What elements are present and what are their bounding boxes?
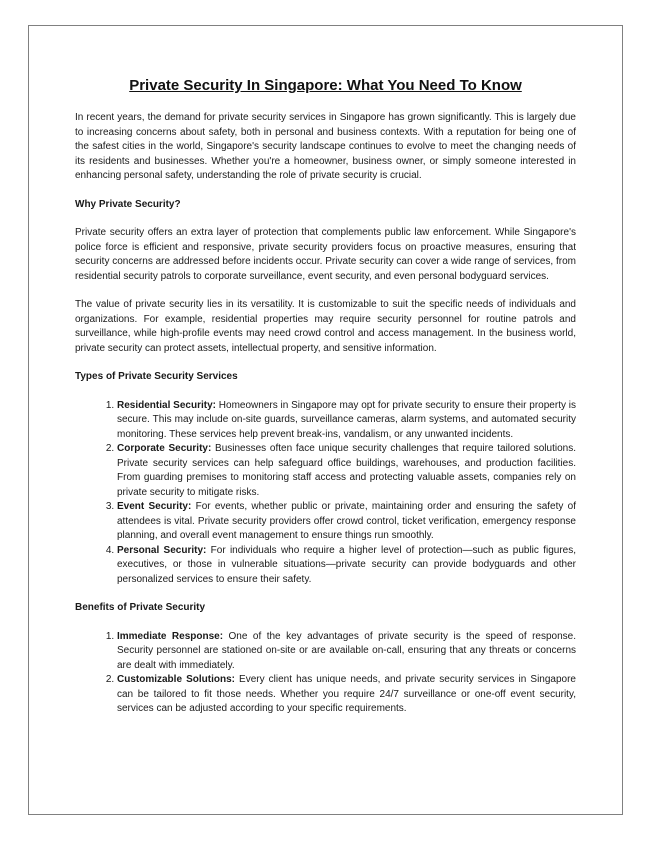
types-list <box>75 399 576 588</box>
list-item-immediate-response <box>117 630 576 674</box>
list-item-label: Personal Security: <box>117 544 207 556</box>
list-item-corporate-security <box>117 442 576 500</box>
list-item-text: One of the key advantages of private security is the speed of response. Security personnel are stationed on-site or are available on-call, ensuring that any threats or concerns are dealt with immediately. <box>117 630 576 671</box>
list-item-customizable-solutions <box>117 673 576 717</box>
list-item-text: Every client has unique needs, and private security services in Singapore can be tailored to fit those needs. Whether you require 24/7 surveillance or one-off event security, services can be adjusted according to your specific requirements. <box>117 674 576 714</box>
list-item-text: Businesses often face unique security challenges that require tailored solutions. Private security services can help safeguard office buildings, warehouses, and production facilities. From guarding premises to monitoring staff access and protecting valuable assets, companies rely on private security to mitigate risks. <box>117 443 576 498</box>
intro-paragraph: In recent years, the demand for private security services in Singapore has grown significantly. This is largely due to increasing concerns about safety, both in personal and business contexts. With a reputation for being one of the safest cities in the world, Singapore's security landscape continues to evolve to meet the changing needs of its residents and businesses. Whether you're a homeowner, business owner, or simply someone interested in enhancing personal safety, understanding the role of private security is crucial. <box>75 112 576 181</box>
list-item-label: Event Security: <box>117 501 192 512</box>
benefits-list <box>75 630 576 717</box>
document-content <box>75 77 576 731</box>
list-item-personal-security <box>117 544 576 588</box>
heading-types-of-services: Types of Private Security Services <box>75 371 238 382</box>
document-title: Private Security In Singapore: What You Need To Know <box>129 77 522 94</box>
list-item-label: Corporate Security: <box>117 443 212 454</box>
heading-why-private-security: Why Private Security? <box>75 198 181 210</box>
list-item-label: Customizable Solutions: <box>117 674 235 685</box>
document-page <box>28 25 623 815</box>
why-paragraph-2: The value of private security lies in its versatility. It is customizable to suit the specific needs of individuals and organizations. For example, residential properties may require security personnel for routine patrols and surveillance, while high-profile events may need crowd control and access management. In the business world, private security can protect assets, intellectual property, and sensitive information. <box>75 299 576 354</box>
list-item-event-security <box>117 500 576 544</box>
list-item-text: For events, whether public or private, maintaining order and ensuring the safety of attendees is vital. Private security providers offer crowd control, ticket verification, emergency response planning, and overall event management to ensure things run smoothly. <box>117 501 576 541</box>
list-item-text: Homeowners in Singapore may opt for private security to ensure their property is secure. This may include on-site guards, surveillance cameras, alarm systems, and automated security monitoring. These services help prevent break-ins, vandalism, or any unwanted incidents. <box>117 399 577 440</box>
list-item-label: Residential Security: <box>117 399 216 411</box>
list-item-residential-security <box>117 399 576 443</box>
list-item-label: Immediate Response: <box>117 630 224 642</box>
why-paragraph-1: Private security offers an extra layer of protection that complements public law enforcement. While Singapore's police force is efficient and responsive, private security providers focus on proactive measures, ensuring that security concerns are addressed before incidents occur. Private security can cover a wide range of services, from residential security patrols to corporate surveillance, event security, and even personal bodyguard services. <box>75 227 576 282</box>
list-item-text: For individuals who require a higher level of protection—such as public figures, executives, or those in vulnerable situations—private security can provide bodyguards and other personalized services to ensure their safety. <box>117 544 576 585</box>
heading-benefits: Benefits of Private Security <box>75 602 206 613</box>
